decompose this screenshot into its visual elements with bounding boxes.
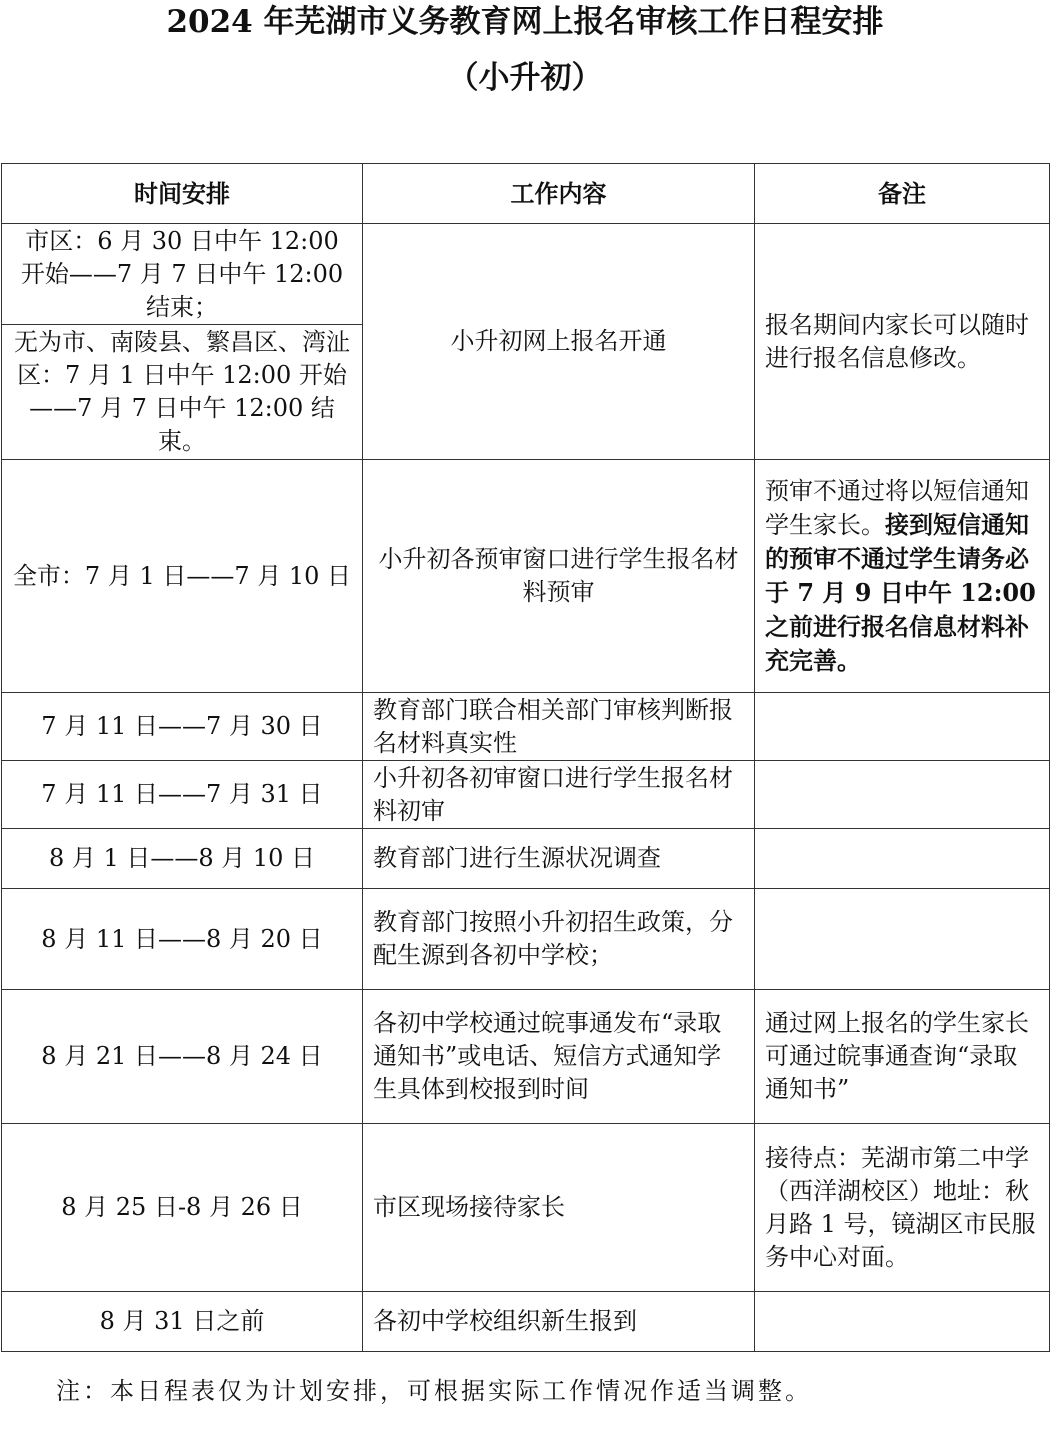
note-text: 预审不通过将以短信通知学生家长。 xyxy=(765,476,1029,539)
time-cell: 8 月 11 日——8 月 20 日 xyxy=(2,889,363,990)
note-cell xyxy=(755,1292,1050,1352)
content-cell: 各初中学校通过皖事通发布“录取通知书”或电话、短信方式通知学生具体到校报到时间 xyxy=(363,990,755,1124)
table-row xyxy=(2,761,1050,829)
time-cell: 8 月 21 日——8 月 24 日 xyxy=(2,990,363,1124)
header-note: 备注 xyxy=(755,164,1050,224)
table-row xyxy=(2,693,1050,761)
content-cell: 小升初各预审窗口进行学生报名材料预审 xyxy=(363,460,755,693)
note-cell xyxy=(755,761,1050,829)
table-header-row xyxy=(2,164,1050,224)
note-cell xyxy=(755,829,1050,889)
content-cell: 市区现场接待家长 xyxy=(363,1124,755,1292)
table-row xyxy=(2,460,1050,693)
content-cell: 教育部门进行生源状况调查 xyxy=(363,829,755,889)
footnote: 注：本日程表仅为计划安排，可根据实际工作情况作适当调整。 xyxy=(56,1377,812,1405)
time-cell: 7 月 11 日——7 月 31 日 xyxy=(2,761,363,829)
table-row xyxy=(2,224,1050,325)
note-cell xyxy=(755,460,1050,693)
time-cell: 全市：7 月 1 日——7 月 10 日 xyxy=(2,460,363,693)
table-row xyxy=(2,889,1050,990)
content-cell: 小升初网上报名开通 xyxy=(363,224,755,460)
document-title: 2024 年芜湖市义务教育网上报名审核工作日程安排 xyxy=(166,4,884,40)
time-cell: 8 月 31 日之前 xyxy=(2,1292,363,1352)
document-subtitle: （小升初） xyxy=(447,60,603,96)
note-cell: 接待点：芜湖市第二中学（西洋湖校区）地址：秋月路 1 号，镜湖区市民服务中心对面。 xyxy=(755,1124,1050,1292)
content-cell: 教育部门按照小升初招生政策，分配生源到各初中学校； xyxy=(363,889,755,990)
header-time: 时间安排 xyxy=(2,164,363,224)
table-row xyxy=(2,1292,1050,1352)
note-bold-text: 接到短信通知的预审不通过学生请务必于 7 月 9 日中午 12:00 之前进行报名信息材料补充完善。 xyxy=(765,509,1036,675)
note-cell xyxy=(755,693,1050,761)
time-cell: 8 月 25 日-8 月 26 日 xyxy=(2,1124,363,1292)
time-cell: 7 月 11 日——7 月 30 日 xyxy=(2,693,363,761)
note-cell: 通过网上报名的学生家长可通过皖事通查询“录取通知书” xyxy=(755,990,1050,1124)
time-cell-counties: 无为市、南陵县、繁昌区、湾沚区：7 月 1 日中午 12:00 开始——7 月 7 日中午 12:00 结束。 xyxy=(2,325,363,460)
note-cell: 报名期间内家长可以随时进行报名信息修改。 xyxy=(755,224,1050,460)
content-cell: 教育部门联合相关部门审核判断报名材料真实性 xyxy=(363,693,755,761)
table-row xyxy=(2,990,1050,1124)
time-cell: 8 月 1 日——8 月 10 日 xyxy=(2,829,363,889)
content-cell: 各初中学校组织新生报到 xyxy=(363,1292,755,1352)
content-cell: 小升初各初审窗口进行学生报名材料初审 xyxy=(363,761,755,829)
table-row xyxy=(2,1124,1050,1292)
time-cell-city: 市区：6 月 30 日中午 12:00 开始——7 月 7 日中午 12:00 结束； xyxy=(2,224,363,325)
table-row xyxy=(2,829,1050,889)
note-cell xyxy=(755,889,1050,990)
schedule-table xyxy=(1,163,1050,1352)
header-content: 工作内容 xyxy=(363,164,755,224)
